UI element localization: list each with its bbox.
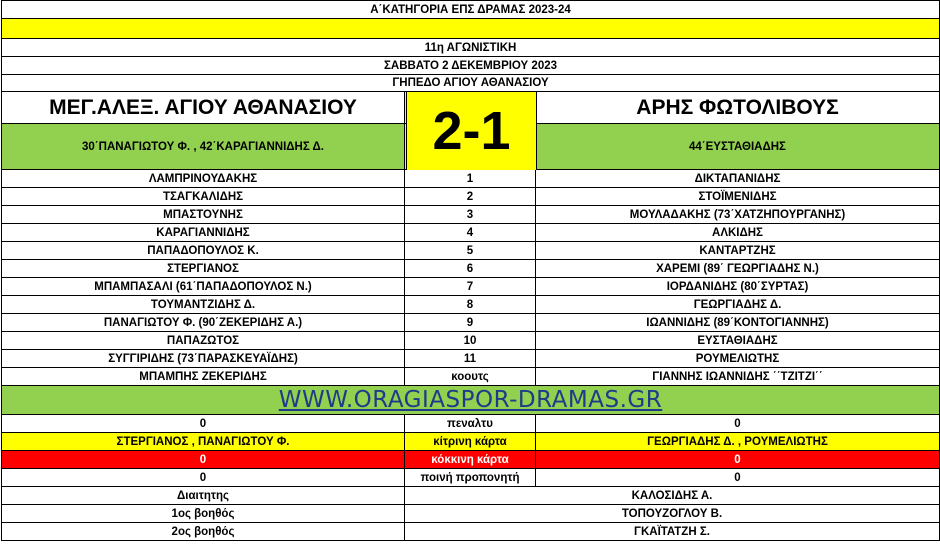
shirt-number: 9 bbox=[405, 314, 536, 331]
official-role: 1ος βοηθός bbox=[2, 505, 405, 522]
away-player: ΡΟΥΜΕΛΙΩΤΗΣ bbox=[695, 352, 780, 365]
home-player: ΚΑΡΑΓΙΑΝΝΙΔΗΣ bbox=[2, 224, 405, 241]
penalty-row bbox=[2, 415, 939, 433]
away-player: ΧΑΡΕΜΙ (89΄ ΓΕΩΡΓΙΑΔΗΣ Ν.) bbox=[656, 262, 819, 275]
official-name: ΚΑΛΟΣΙΔΗΣ Α. bbox=[631, 489, 713, 502]
official-role: 2ος βοηθός bbox=[2, 523, 405, 540]
home-player: ΣΥΓΓΙΡΙΔΗΣ (73΄ΠΑΡΑΣΚΕΥΑΪΔΗΣ) bbox=[2, 350, 405, 367]
home-player: ΠΑΠΑΖΩΤΟΣ bbox=[2, 332, 405, 349]
shirt-number: 3 bbox=[405, 206, 536, 223]
lineup-row bbox=[2, 296, 939, 314]
official-name: ΓΚΑΪΤΑΤΖΗ Σ. bbox=[634, 525, 710, 538]
home-player: ΠΑΠΑΔΟΠΟΥΛΟΣ Κ. bbox=[2, 242, 405, 259]
home-player: ΠΑΝΑΓΙΩΤΟΥ Φ. (90΄ΖΕΚΕΡΙΔΗΣ Α.) bbox=[2, 314, 405, 331]
home-red-cards: 0 bbox=[2, 451, 405, 468]
home-coach-penalty: 0 bbox=[2, 469, 405, 486]
red-card-row bbox=[2, 451, 939, 469]
website-row bbox=[2, 386, 939, 415]
lineup-row bbox=[2, 350, 939, 368]
red-card-label: κόκκινη κάρτα bbox=[405, 451, 536, 468]
home-penalty: 0 bbox=[2, 415, 405, 432]
home-player: ΤΟΥΜΑΝΤΖΙΔΗΣ Δ. bbox=[2, 296, 405, 313]
official-row bbox=[2, 487, 939, 505]
round-label: 11η ΑΓΩΝΙΣΤΙΚΗ bbox=[424, 41, 517, 54]
home-player: ΣΤΕΡΓΙΑΝΟΣ bbox=[2, 260, 405, 277]
yellow-card-row bbox=[2, 433, 939, 451]
away-player: ΓΙΑΝΝΗΣ ΙΩΑΝΝΙΔΗΣ ΄΄ΤΖΙΤΖΙ΄΄ bbox=[652, 370, 823, 383]
coach-penalty-row bbox=[2, 469, 939, 487]
away-player: ΓΕΩΡΓΙΑΔΗΣ Δ. bbox=[693, 298, 782, 311]
away-coach-penalty: 0 bbox=[734, 471, 741, 484]
away-red-cards: 0 bbox=[734, 453, 741, 466]
shirt-number: 11 bbox=[405, 350, 536, 367]
website-link[interactable]: WWW.ORAGIASPOR-DRAMAS.GR bbox=[278, 387, 663, 413]
penalty-label: πεναλτυ bbox=[405, 415, 536, 432]
shirt-number: 4 bbox=[405, 224, 536, 241]
yellow-card-label: κίτρινη κάρτα bbox=[405, 433, 536, 450]
match-date: ΣΑΒΒΑΤΟ 2 ΔΕΚΕΜΒΡΙΟΥ 2023 bbox=[383, 59, 558, 72]
shirt-number: 2 bbox=[405, 188, 536, 205]
lineup-row bbox=[2, 188, 939, 206]
venue-label: ΓΗΠΕΔΟ ΑΓΙΟΥ ΑΘΑΝΑΣΙΟΥ bbox=[392, 77, 549, 89]
home-player: ΤΣΑΓΚΑΛΙΔΗΣ bbox=[2, 188, 405, 205]
away-player: ΣΤΟΪΜΕΝΙΔΗΣ bbox=[698, 190, 777, 203]
away-yellow-cards: ΓΕΩΡΓΙΑΔΗΣ Δ. , ΡΟΥΜΕΛΙΩΤΗΣ bbox=[647, 435, 828, 448]
shirt-number: κοουτς bbox=[405, 368, 536, 385]
competition-row bbox=[2, 1, 939, 19]
lineup-row bbox=[2, 170, 939, 188]
lineup-row bbox=[2, 314, 939, 332]
date-row bbox=[2, 57, 939, 75]
lineup-row bbox=[2, 278, 939, 296]
lineup-row bbox=[2, 224, 939, 242]
lineup-row bbox=[2, 260, 939, 278]
home-player: ΜΠΑΜΠΑΣΑΛΙ (61΄ΠΑΠΑΔΟΠΟΥΛΟΣ Ν.) bbox=[2, 278, 405, 295]
shirt-number: 5 bbox=[405, 242, 536, 259]
shirt-number: 1 bbox=[405, 170, 536, 187]
competition-title: Α΄ΚΑΤΗΓΟΡΙΑ ΕΠΣ ΔΡΑΜΑΣ 2023-24 bbox=[370, 3, 571, 16]
spacer-yellow-row bbox=[2, 19, 939, 39]
lineup-row bbox=[2, 332, 939, 350]
home-yellow-cards: ΣΤΕΡΓΙΑΝΟΣ , ΠΑΝΑΓΙΩΤΟΥ Φ. bbox=[2, 433, 405, 450]
away-player: ΔΙΚΤΑΠΑΝΙΔΗΣ bbox=[694, 172, 781, 185]
away-player: ΙΟΡΔΑΝΙΔΗΣ (80΄ΣΥΡΤΑΣ) bbox=[666, 280, 809, 293]
round-row bbox=[2, 39, 939, 57]
home-team-name: ΜΕΓ.ΑΛΕΞ. ΑΓΙΟΥ ΑΘΑΝΑΣΙΟΥ bbox=[2, 92, 405, 123]
lineup-row bbox=[2, 242, 939, 260]
away-scorers: 44΄ΕΥΣΤΑΘΙΑΔΗΣ bbox=[536, 124, 939, 169]
shirt-number: 10 bbox=[405, 332, 536, 349]
away-player: ΕΥΣΤΑΘΙΑΔΗΣ bbox=[697, 334, 778, 347]
shirt-number: 6 bbox=[405, 260, 536, 277]
lineups-table bbox=[2, 170, 939, 386]
home-scorers: 30΄ΠΑΝΑΓΙΩΤΟΥ Φ. , 42΄ΚΑΡΑΓΙΑΝΝΙΔΗΣ Δ. bbox=[2, 124, 405, 169]
home-player: ΜΠΑΜΠΗΣ ΖΕΚΕΡΙΔΗΣ bbox=[2, 368, 405, 385]
away-penalty: 0 bbox=[734, 417, 741, 430]
officials-table bbox=[2, 487, 939, 541]
away-player: ΙΩΑΝΝΙΔΗΣ (89΄ΚΟΝΤΟΓΙΑΝΝΗΣ) bbox=[646, 316, 829, 329]
away-player: ΜΟΥΛΑΔΑΚΗΣ (73΄ΧΑΤΖΗΠΟΥΡΓΑΝΗΣ) bbox=[629, 208, 846, 221]
away-player: ΑΛΚΙΔΗΣ bbox=[712, 226, 763, 239]
lineup-row bbox=[2, 368, 939, 386]
match-report-sheet bbox=[1, 0, 940, 541]
lineup-row bbox=[2, 206, 939, 224]
home-player: ΜΠΑΣΤΟΥΝΗΣ bbox=[2, 206, 405, 223]
coach-penalty-label: ποινή προπονητή bbox=[405, 469, 536, 486]
official-name: ΤΟΠΟΥΖΟΓΛΟΥ Β. bbox=[621, 507, 723, 520]
shirt-number: 7 bbox=[405, 278, 536, 295]
home-player: ΛΑΜΠΡΙΝΟΥΔΑΚΗΣ bbox=[2, 170, 405, 187]
official-row bbox=[2, 505, 939, 523]
venue-row bbox=[2, 75, 939, 92]
final-score: 2-1 bbox=[406, 92, 537, 170]
shirt-number: 8 bbox=[405, 296, 536, 313]
away-team-name: ΑΡΗΣ ΦΩΤΟΛΙΒΟΥΣ bbox=[636, 95, 839, 119]
away-player: ΚΑΝΤΑΡΤΖΗΣ bbox=[699, 244, 776, 257]
official-row bbox=[2, 523, 939, 541]
official-role: Διαιτητης bbox=[2, 487, 405, 504]
